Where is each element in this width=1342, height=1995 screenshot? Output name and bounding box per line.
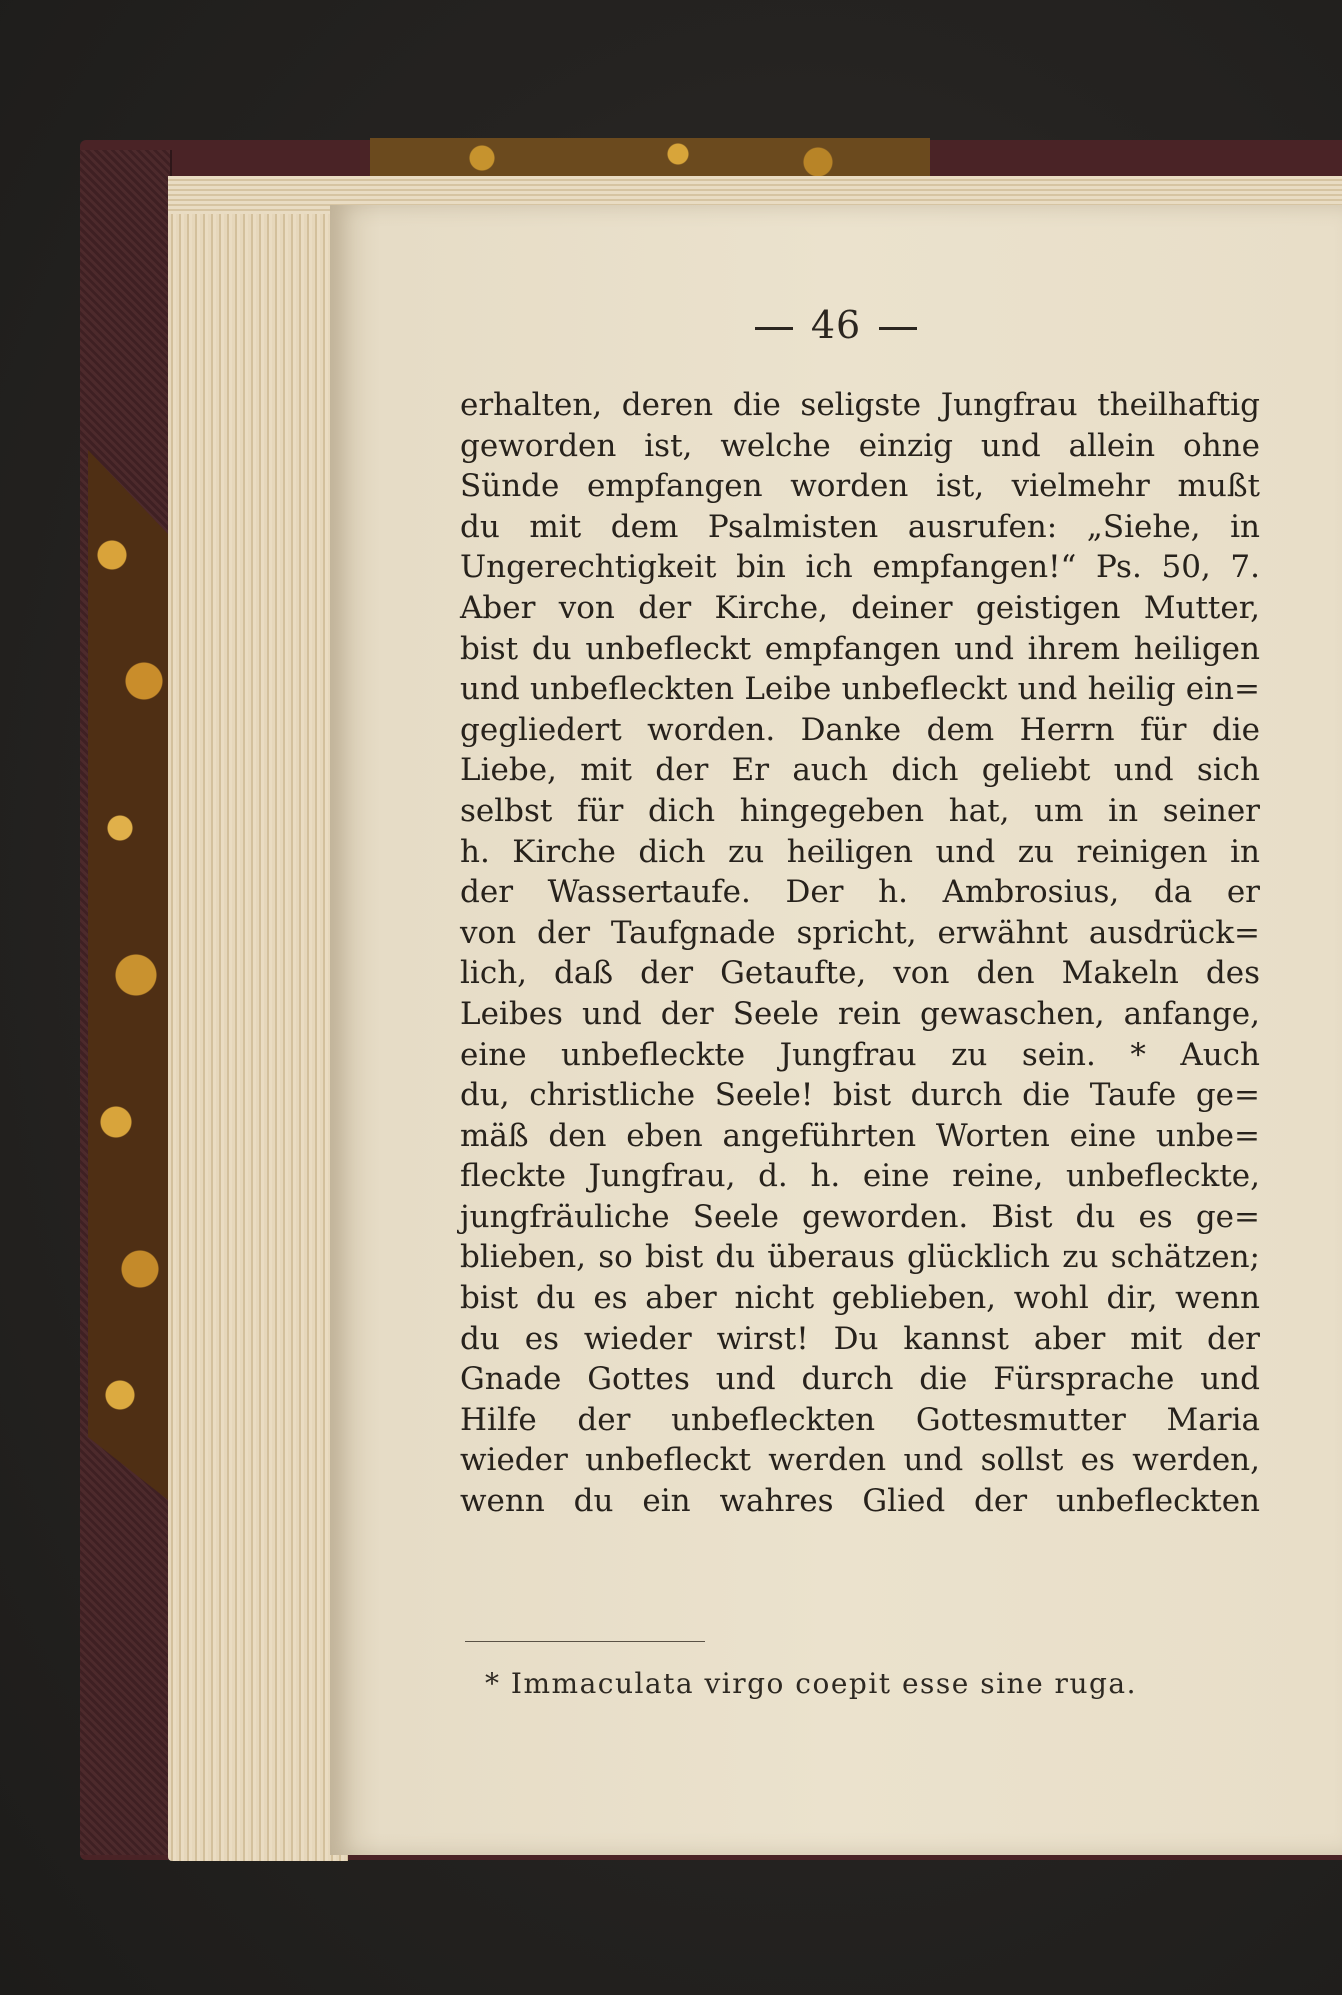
text-line: geworden ist, welche einzig und allein ohne	[460, 427, 1260, 464]
text-line: wenn du ein wahres Glied der unbefleckten	[460, 1483, 1260, 1520]
text-line: blieben, so bist du überaus glücklich zu schätzen;	[460, 1239, 1260, 1276]
text-line: Gnade Gottes und durch die Fürsprache und	[460, 1361, 1260, 1398]
header-dash-right	[879, 327, 917, 330]
text-line: Sünde empfangen worden ist, vielmehr mußt	[460, 468, 1260, 505]
text-line: wieder unbefleckt werden und sollst es werden,	[460, 1442, 1260, 1479]
text-line: von der Taufgnade spricht, erwähnt ausdrück=	[460, 914, 1260, 951]
text-line: du mit dem Psalmisten ausrufen: „Siehe, in	[460, 508, 1260, 545]
marbled-paper-corner	[88, 450, 168, 1500]
text-line: fleckte Jungfrau, d. h. eine reine, unbefleckte,	[460, 1158, 1260, 1195]
body-text	[460, 385, 1260, 1522]
text-line: der Wassertaufe. Der h. Ambrosius, da er	[460, 874, 1260, 911]
text-line: du es wieder wirst! Du kannst aber mit der	[460, 1320, 1260, 1357]
text-line: Ungerechtigkeit bin ich empfangen!“ Ps. 50, 7.	[460, 549, 1260, 586]
text-line: selbst für dich hingegeben hat, um in seiner	[460, 792, 1260, 829]
text-line: h. Kirche dich zu heiligen und zu reinigen in	[460, 833, 1260, 870]
header-dash-left	[755, 327, 793, 330]
text-line: Aber von der Kirche, deiner geistigen Mutter,	[460, 589, 1260, 626]
text-line: und unbefleckten Leibe unbefleckt und heilig ein=	[460, 671, 1260, 708]
page-number: 46	[810, 303, 862, 347]
text-line: Liebe, mit der Er auch dich geliebt und sich	[460, 752, 1260, 789]
text-line: du, christliche Seele! bist durch die Taufe ge=	[460, 1077, 1260, 1114]
page-number-header	[330, 303, 1342, 347]
text-line: bist du es aber nicht geblieben, wohl dir, wenn	[460, 1280, 1260, 1317]
footnote-rule	[465, 1641, 705, 1642]
text-line: lich, daß der Getaufte, von den Makeln des	[460, 955, 1260, 992]
text-line: Leibes und der Seele rein gewaschen, anfange,	[460, 995, 1260, 1032]
footnote: * Immaculata virgo coepit esse sine ruga.	[485, 1667, 1137, 1700]
text-line: erhalten, deren die seligste Jungfrau theilhaftig	[460, 387, 1260, 423]
text-line: jungfräuliche Seele geworden. Bist du es ge=	[460, 1198, 1260, 1235]
page-stack-edge	[168, 176, 348, 1861]
book-page	[330, 205, 1342, 1855]
text-line: bist du unbefleckt empfangen und ihrem heiligen	[460, 630, 1260, 667]
text-line: mäß den eben angeführten Worten eine unbe=	[460, 1117, 1260, 1154]
text-line: Hilfe der unbefleckten Gottesmutter Maria	[460, 1401, 1260, 1438]
marbled-paper-top	[370, 138, 930, 178]
text-line: gegliedert worden. Danke dem Herrn für die	[460, 711, 1260, 748]
text-line: eine unbefleckte Jungfrau zu sein. * Auch	[460, 1036, 1260, 1073]
